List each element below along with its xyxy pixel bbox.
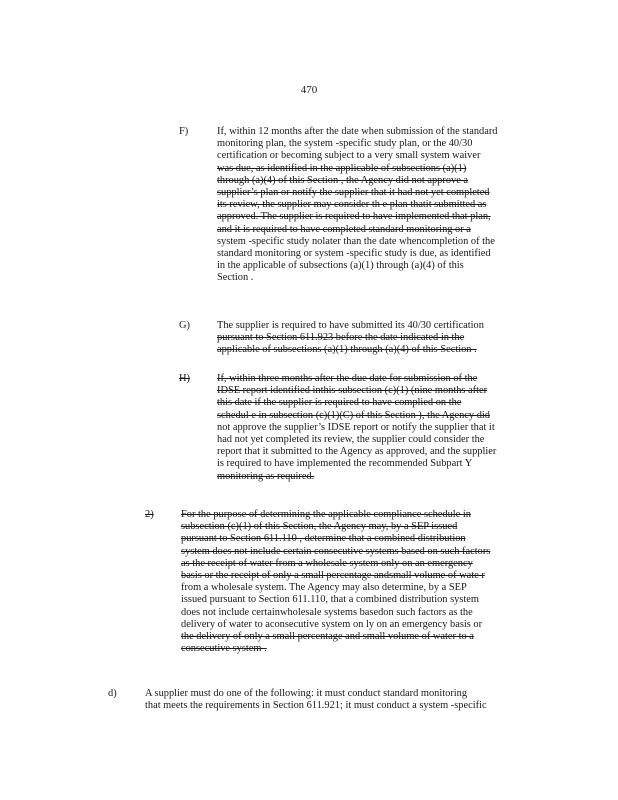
text-line: certification or becoming subject to a very small system waiver: [217, 150, 481, 162]
text-line-struck: IDSE report identified inthis subsection (c)(1) (nine months after: [217, 385, 488, 397]
text-line: not approve the supplier’s IDSE report or notify the supplier that it: [217, 421, 495, 433]
text-line-struck: basis or the receipt of only a small percentage andsmall volume of wate r: [181, 570, 485, 582]
text-line: does not include certainwholesale systems basedon such factors as the: [181, 606, 473, 618]
text-line-struck: pursuant to Section 611.110 , determine that a combined distribution: [181, 533, 466, 545]
text-line-struck: supplier’s plan or notify the supplier that it had not yet completed: [217, 187, 490, 199]
text-line-struck: pursuant to Section 611.923 before the date indicated in the: [217, 332, 465, 344]
text-line-struck: applicable of subsections (a)(1) through (a)(4) of this Section .: [217, 344, 477, 356]
text-line: is required to have implemented the recommended Subpart Y: [217, 458, 473, 470]
text-line: report that it submitted to the Agency as approved, and the supplier: [217, 446, 497, 458]
text-line: system -specific study nolater than the date whencompletion of the: [217, 235, 495, 247]
text-line-struck: If, within three months after the due date for submission of the: [217, 373, 478, 384]
text-line-struck: approved. The supplier is required to have implemented that plan,: [217, 211, 491, 223]
text-line: The supplier is required to have submitted its 40/30 certification: [217, 320, 484, 331]
text-line-struck: its review, the supplier may consider th e plan thatit submitted as: [217, 199, 487, 211]
item-body: [217, 126, 537, 285]
text-line: in the applicable of subsections (a)(1) through (a)(4) of this: [217, 260, 464, 272]
item-marker: d): [108, 688, 117, 699]
item-body: [217, 320, 537, 357]
item-body: [145, 688, 525, 712]
item-marker: F): [179, 126, 189, 137]
text-line: had not yet completed its review, the supplier could consider the: [217, 434, 485, 446]
text-line-struck: schedul e in subsection (c)(1)(C) of this Section ), the Agency did: [217, 409, 490, 421]
text-line: delivery of water to aconsecutive system on ly on an emergency basis or: [181, 618, 483, 630]
text-line: that meets the requirements in Section 611.921; it must conduct a system -specific: [145, 700, 487, 712]
text-line: If, within 12 months after the date when submission of the standard: [217, 126, 498, 137]
item-body: [181, 509, 531, 655]
text-line-struck: For the purpose of determining the applicable compliance schedule in: [181, 509, 471, 520]
text-line: standard monitoring or system -specific study is due, as identified: [217, 248, 491, 260]
text-line-struck: as the receipt of water from a wholesale system only on an emergency: [181, 557, 473, 569]
page-number: 470: [300, 84, 318, 96]
text-line-struck: system does not include certain consecutive systems based on such factors: [181, 545, 491, 557]
text-line: A supplier must do one of the following: it must conduct standard monitoring: [145, 688, 468, 699]
text-line-struck: subsection (c)(1) of this Section, the Agency may, by a SEP issued: [181, 521, 458, 533]
text-line-struck: this date if the supplier is required to have complied on the: [217, 397, 462, 409]
text-line-struck: monitoring as required.: [217, 470, 315, 482]
text-line: Section .: [217, 272, 254, 284]
text-line-struck: was due, as identified in the applicable of subsections (a)(1): [217, 162, 467, 174]
item-marker-struck: 2): [145, 509, 154, 520]
text-line-struck: and it is required to have completed standard monitoring or a: [217, 223, 471, 235]
text-line-struck: the delivery of only a small percentage and small volume of water to a: [181, 631, 474, 643]
text-line: monitoring plan, the system -specific study plan, or the 40/30: [217, 138, 473, 150]
text-line: issued pursuant to Section 611.110, that a combined distribution system: [181, 594, 479, 606]
item-marker: G): [179, 320, 190, 331]
text-line-struck: through (a)(4) of this Section , the Agency did not approve a: [217, 174, 469, 186]
item-body: [217, 373, 542, 483]
text-line: from a wholesale system. The Agency may also determine, by a SEP: [181, 582, 467, 594]
text-line-struck: consecutive system .: [181, 643, 267, 655]
item-marker-struck: H): [179, 373, 190, 384]
